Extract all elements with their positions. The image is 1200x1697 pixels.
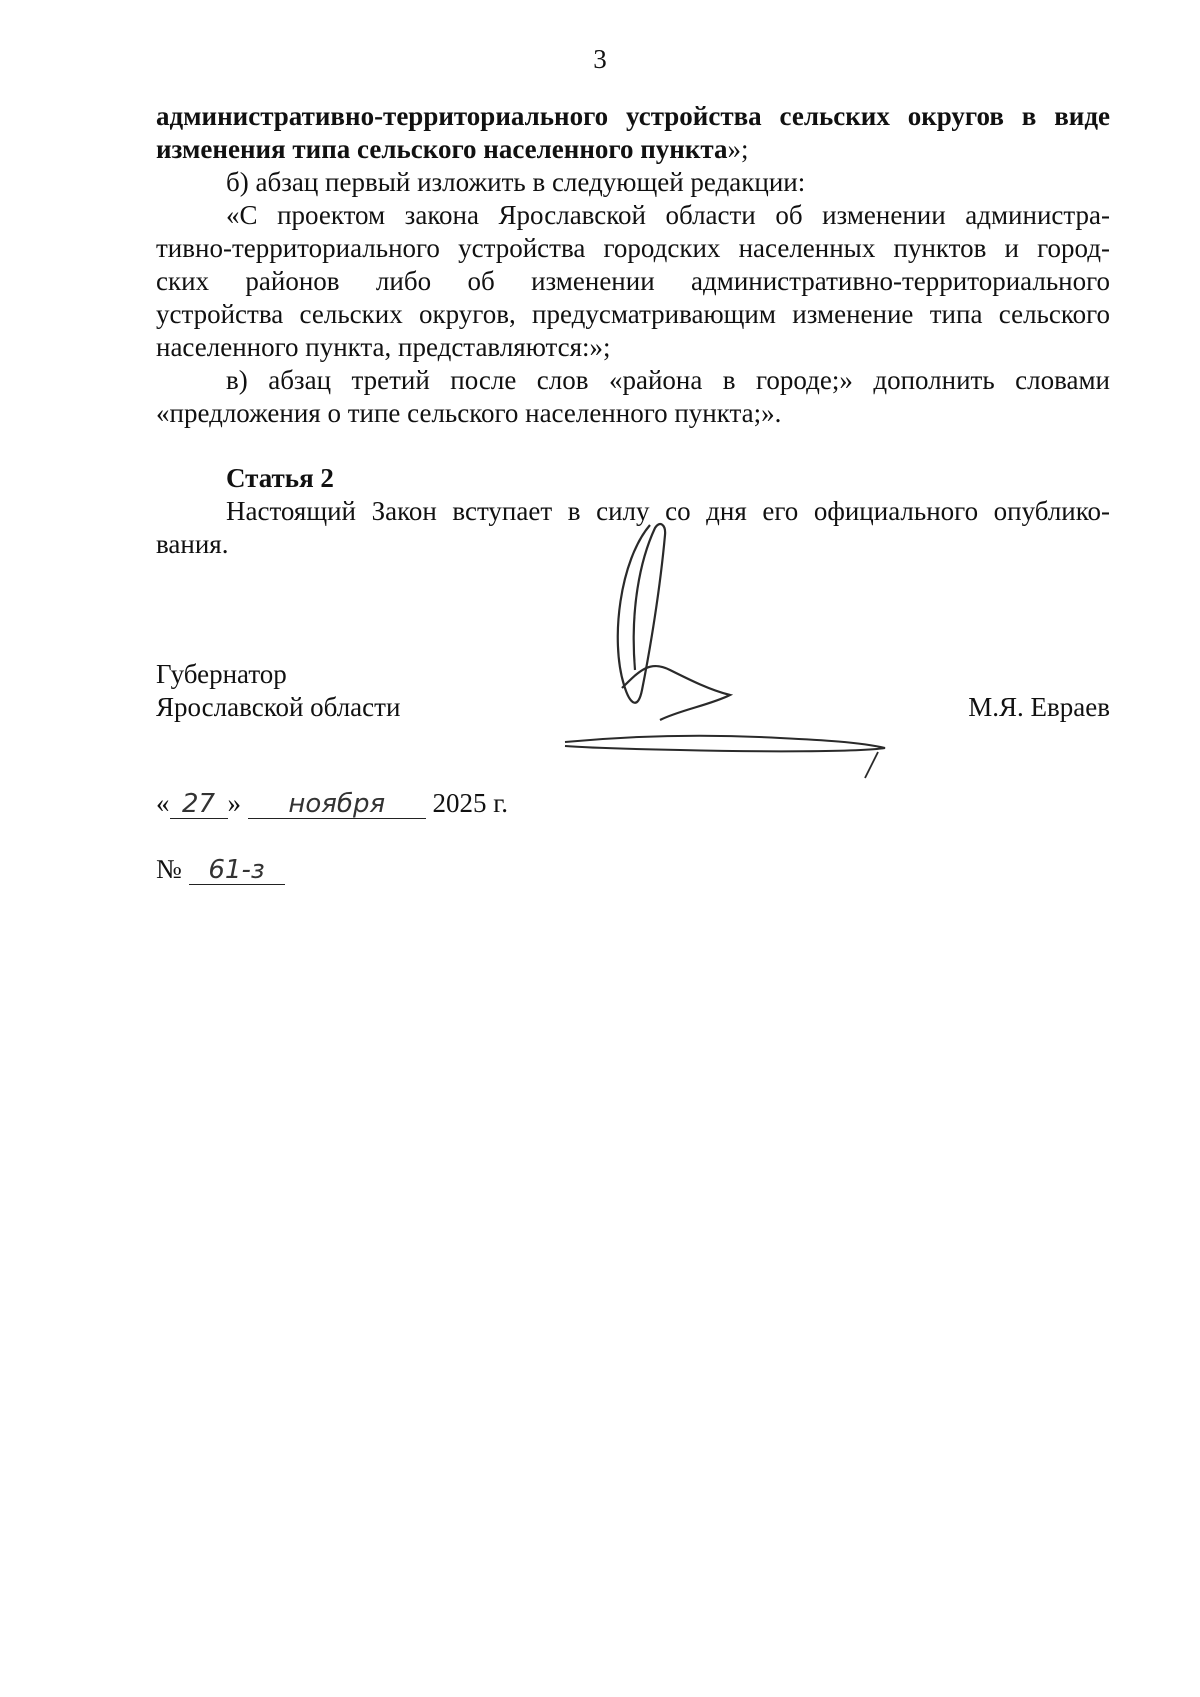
law-number [156,853,285,886]
governor-position-line-1: Губернатор [156,659,287,689]
text-line-3: б) абзац первый изложить в следующей редакции: [226,167,806,197]
date-year: 2025 г. [432,788,509,818]
governor-name: М.Я. Евраев [968,692,1110,722]
article-2-heading: Статья 2 [226,463,334,493]
text-line-7: устройства сельских округов, предусматривающим изменение типа сельского [156,299,1110,329]
number-value: 61-з [189,856,285,885]
date-close-quote: » [227,788,241,818]
handwritten-signature [560,520,940,790]
date-open-quote: « [156,788,170,818]
number-label: № [156,854,182,884]
text-line-10: «предложения о типе сельского населенного пункта;». [156,398,782,428]
text-line-2: изменения типа сельского населенного пункта»; [156,134,749,164]
date-month: ноября [248,790,426,819]
article-1-continuation [156,100,1110,430]
text-line-6: ских районов либо об изменении административно-территориального [156,266,1110,296]
date-day: 27 [170,790,228,819]
article-2-line-2: вания. [156,529,229,559]
text-line-4: «С проектом закона Ярославской области об изменении администра- [226,200,1110,230]
page-number: 3 [593,44,607,74]
signing-date [156,787,508,820]
text-line-5: тивно-территориального устройства городских населенных пунктов и город- [156,233,1110,263]
text-line-1: административно-территориального устройства сельских округов в виде [156,101,1110,131]
governor-title [156,658,400,724]
text-line-9: в) абзац третий после слов «района в городе;» дополнить словами [226,365,1110,395]
governor-position-line-2: Ярославской области [156,692,401,722]
article-2-line-1: Настоящий Закон вступает в силу со дня его официального опублико- [226,496,1110,526]
text-line-8: населенного пункта, представляются:»; [156,332,611,362]
